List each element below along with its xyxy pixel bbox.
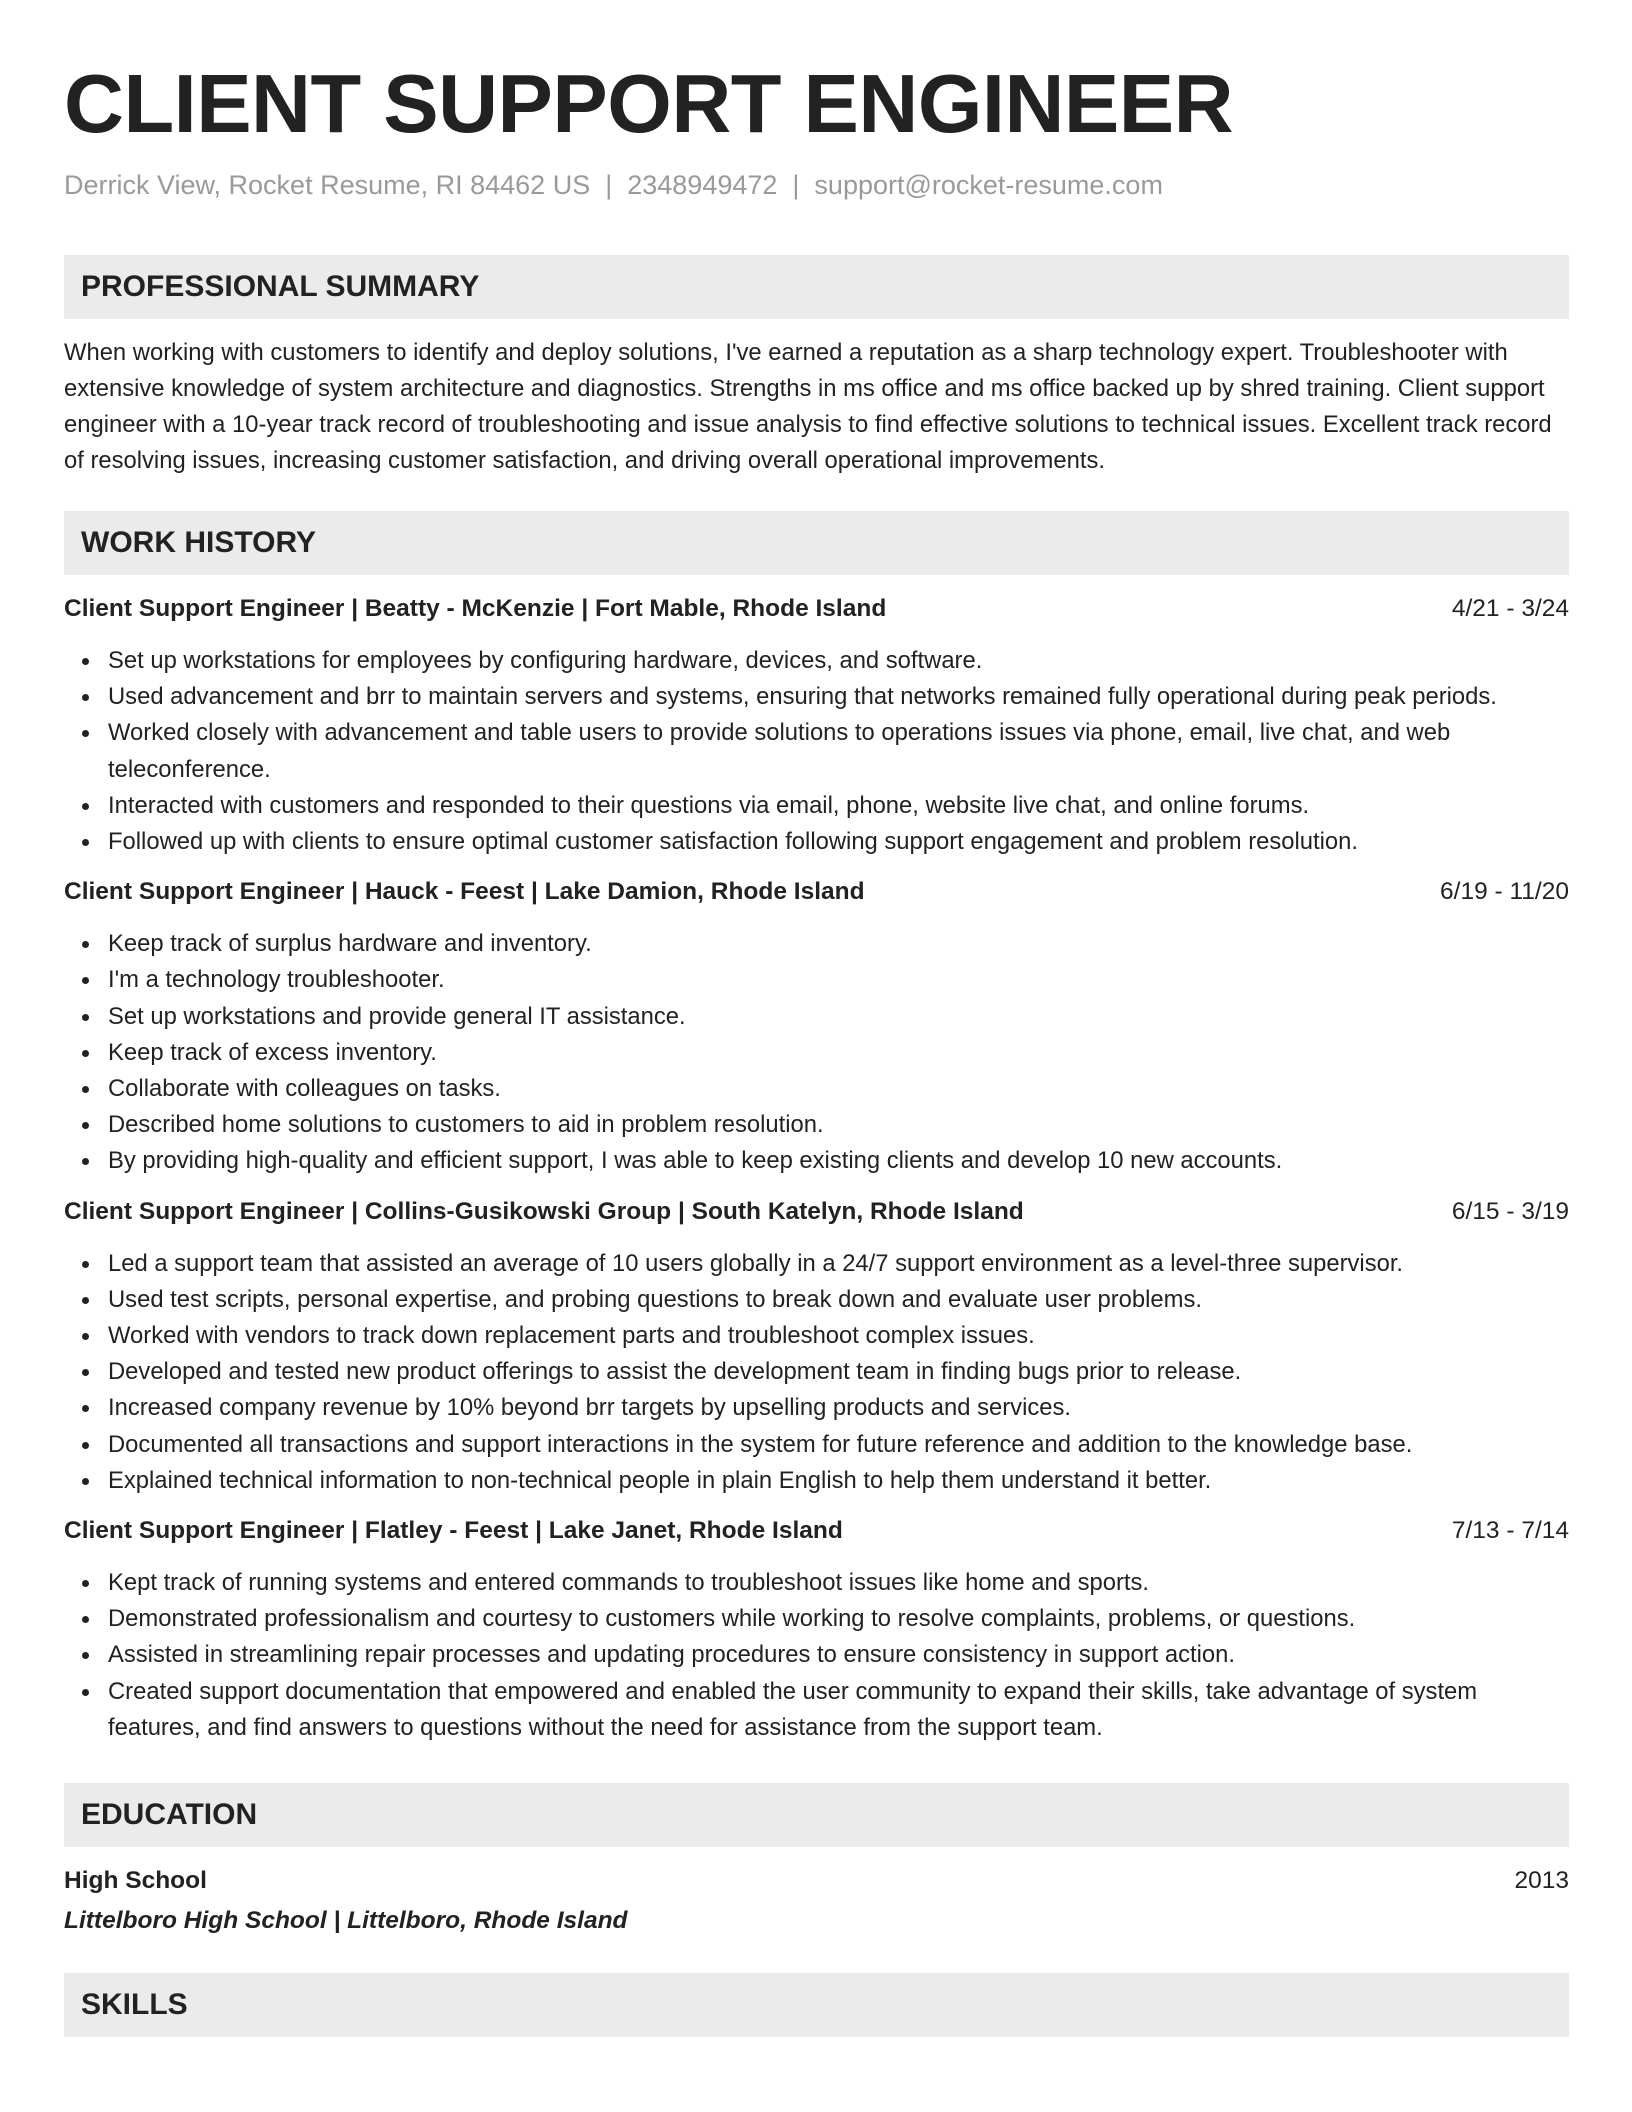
job-entry: [64, 1194, 1569, 1499]
contact-email: support@rocket-resume.com: [814, 170, 1163, 200]
job-dates: 6/15 - 3/19: [1451, 1197, 1569, 1225]
job-bullet: Described home solutions to customers to aid in problem resolution.: [108, 1107, 1569, 1143]
job-bullet: Set up workstations for employees by configuring hardware, devices, and software.: [108, 643, 1569, 679]
section-header-summary: PROFESSIONAL SUMMARY: [64, 255, 1569, 319]
contact-separator: |: [792, 170, 800, 200]
job-bullet: Assisted in streamlining repair processes and updating procedures to ensure consistency in support action.: [108, 1637, 1569, 1673]
job-entry: [64, 1513, 1569, 1746]
job-header: [64, 874, 1569, 910]
job-title: Client Support Engineer | Hauck - Feest | Lake Damion, Rhode Island: [64, 878, 865, 906]
section-header-work-history: WORK HISTORY: [64, 511, 1569, 575]
work-history-list: [64, 591, 1569, 1746]
job-title: Client Support Engineer | Collins-Gusikowski Group | South Katelyn, Rhode Island: [64, 1197, 1024, 1225]
job-dates: 6/19 - 11/20: [1440, 878, 1569, 906]
resume-name: CLIENT SUPPORT ENGINEER: [64, 57, 1234, 150]
job-bullet: Interacted with customers and responded to their questions via email, phone, website live chat, and online forums.: [108, 788, 1569, 824]
job-bullet: Keep track of surplus hardware and inventory.: [108, 926, 1569, 962]
job-bullet: Increased company revenue by 10% beyond brr targets by upselling products and services.: [108, 1390, 1569, 1426]
education-school: Littelboro High School | Littelboro, Rhode Island: [64, 1907, 628, 1935]
job-header: [64, 591, 1569, 627]
job-bullet: Explained technical information to non-technical people in plain English to help them understand it better.: [108, 1463, 1569, 1499]
job-bullet: Developed and tested new product offerings to assist the development team in finding bugs prior to release.: [108, 1354, 1569, 1390]
contact-line: [64, 166, 1569, 204]
job-bullet: By providing high-quality and efficient support, I was able to keep existing clients and develop 10 new accounts.: [108, 1143, 1569, 1179]
job-title: Client Support Engineer | Beatty - McKenzie | Fort Mable, Rhode Island: [64, 595, 887, 622]
job-bullet: Set up workstations and provide general IT assistance.: [108, 999, 1569, 1035]
job-bullet: Collaborate with colleagues on tasks.: [108, 1071, 1569, 1107]
job-bullet: Used test scripts, personal expertise, and probing questions to break down and evaluate user problems.: [108, 1282, 1569, 1318]
job-bullet: Led a support team that assisted an average of 10 users globally in a 24/7 support environment as a level-three supervisor.: [108, 1246, 1569, 1282]
job-bullet: Kept track of running systems and entered commands to troubleshoot issues like home and sports.: [108, 1565, 1569, 1601]
job-bullets: [64, 1246, 1569, 1499]
education-row: [64, 1863, 1569, 1899]
job-bullets: [64, 926, 1569, 1179]
job-bullet: Worked closely with advancement and table users to provide solutions to operations issues via phone, email, live chat, and web teleconference.: [108, 715, 1569, 787]
job-dates: 7/13 - 7/14: [1451, 1517, 1569, 1545]
job-bullet: Documented all transactions and support interactions in the system for future reference and addition to the knowledge base.: [108, 1427, 1569, 1463]
education-degree: High School: [64, 1867, 207, 1895]
contact-address: Derrick View, Rocket Resume, RI 84462 US: [64, 170, 591, 200]
job-bullets: [64, 1565, 1569, 1746]
job-header: [64, 1194, 1569, 1230]
job-title: Client Support Engineer | Flatley - Feest | Lake Janet, Rhode Island: [64, 1517, 843, 1545]
job-bullet: Demonstrated professionalism and courtesy to customers while working to resolve complaints, problems, or questions.: [108, 1601, 1569, 1637]
job-bullets: [64, 643, 1569, 860]
job-bullet: Used advancement and brr to maintain servers and systems, ensuring that networks remained fully operational during peak periods.: [108, 679, 1569, 715]
job-bullet: Followed up with clients to ensure optimal customer satisfaction following support engagement and problem resolution.: [108, 824, 1569, 860]
section-header-skills: SKILLS: [64, 1973, 1569, 2037]
education-year: 2013: [1514, 1867, 1569, 1895]
job-entry: [64, 591, 1569, 860]
section-header-education: EDUCATION: [64, 1783, 1569, 1847]
job-bullet: Worked with vendors to track down replacement parts and troubleshoot complex issues.: [108, 1318, 1569, 1354]
contact-separator: |: [605, 170, 613, 200]
job-header: [64, 1513, 1569, 1549]
job-entry: [64, 874, 1569, 1179]
job-bullet: Keep track of excess inventory.: [108, 1035, 1569, 1071]
summary-text: When working with customers to identify and deploy solutions, I've earned a reputation as a sharp technology expert. Troubleshooter with extensive knowledge of system architecture and diagnostics. Strengths in ms office and ms office backed up by shred training. Client support engineer with a 10-year track record of troubleshooting and issue analysis to find effective solutions to technical issues. Excellent track record of resolving issues, increasing customer satisfaction, and driving overall operational improvements.: [64, 339, 1552, 474]
job-dates: 4/21 - 3/24: [1451, 595, 1569, 622]
contact-phone: 2348949472: [627, 170, 778, 200]
job-bullet: I'm a technology troubleshooter.: [108, 962, 1569, 998]
job-bullet: Created support documentation that empowered and enabled the user community to expand their skills, take advantage of system features, and find answers to questions without the need for assistance from the support team.: [108, 1674, 1569, 1746]
